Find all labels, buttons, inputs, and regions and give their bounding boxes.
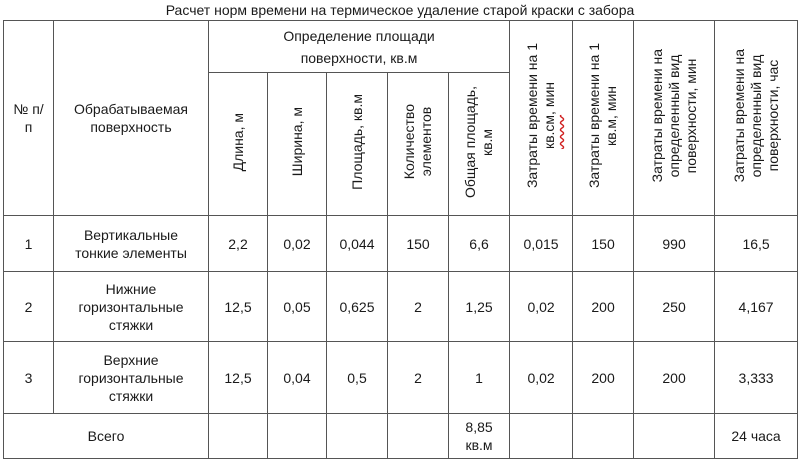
- cell-time-min: 200: [634, 342, 715, 414]
- header-total-area: [449, 73, 510, 216]
- header-area: [327, 73, 388, 216]
- header-time-type-hr-label: [731, 49, 782, 182]
- header-width: [268, 73, 327, 216]
- header-count: [388, 73, 449, 216]
- cell-surface-line3: стяжки: [108, 387, 154, 404]
- cell-width: 0,05: [268, 272, 327, 342]
- cell-surface-line3: стяжки: [108, 316, 154, 333]
- cell-empty: [573, 414, 634, 459]
- cell-num: 2: [4, 272, 54, 342]
- header-time-sqm-line1: Затраты времени на 1: [586, 43, 603, 189]
- header-total-area-line2: кв.м: [479, 128, 496, 156]
- header-time-sqcm: [510, 21, 573, 216]
- header-surface: [54, 21, 209, 216]
- header-time-type-min: [634, 21, 715, 216]
- header-area-label: Площадь, кв.м: [348, 94, 365, 190]
- header-area-group-label: Определение площади поверхности, кв.м: [283, 27, 435, 66]
- cell-surface-line2: горизонтальные: [78, 298, 184, 315]
- header-time-sqcm-line1: Затраты времени на 1: [524, 43, 541, 189]
- cell-width: 0,02: [268, 216, 327, 272]
- cell-length: 12,5: [209, 272, 268, 342]
- cell-time-sqcm: 0,02: [510, 272, 573, 342]
- cell-surface-line1: Вертикальные: [83, 226, 179, 243]
- header-time-sqcm-rest: , мин: [541, 82, 558, 116]
- cell-surface: [54, 342, 209, 414]
- cell-area: 0,044: [327, 216, 388, 272]
- cell-total-area: 6,6: [449, 216, 510, 272]
- table-row: [4, 272, 798, 342]
- header-count-line1: Количество: [401, 104, 417, 180]
- header-time-sqcm-unit: кв.см: [541, 115, 558, 150]
- cell-empty: [634, 414, 715, 459]
- cell-total-area: 1: [449, 342, 510, 414]
- cell-surface-line2: тонкие элементы: [75, 244, 187, 261]
- cell-num: 3: [4, 342, 54, 414]
- cell-surface-line1: Верхние: [103, 351, 159, 368]
- cell-surface-line2: горизонтальные: [78, 369, 184, 386]
- cell-empty: [268, 414, 327, 459]
- header-time-type-min-line3: поверхности, мин: [682, 58, 699, 174]
- header-num-label: № п/п: [13, 101, 44, 135]
- cell-surface: [54, 216, 209, 272]
- table-row: [4, 342, 798, 414]
- table-row: [4, 216, 798, 272]
- total-hours: 24 часа: [715, 414, 798, 459]
- header-length-label: Длина, м: [229, 112, 246, 172]
- total-row: [4, 414, 798, 459]
- cell-num: 1: [4, 216, 54, 272]
- cell-surface: [54, 272, 209, 342]
- cell-surface-line1: Нижние: [105, 280, 157, 297]
- total-area: [449, 414, 510, 459]
- cell-time-sqm: 150: [573, 216, 634, 272]
- cell-length: 2,2: [209, 216, 268, 272]
- cell-time-hr: 16,5: [715, 216, 798, 272]
- header-surface-label: Обрабатываемая поверхность: [74, 101, 188, 135]
- header-time-sqm: [573, 21, 634, 216]
- header-length: [209, 73, 268, 216]
- header-total-area-label: [462, 86, 496, 198]
- cell-width: 0,04: [268, 342, 327, 414]
- cell-empty: [510, 414, 573, 459]
- total-area-value: 8,85: [465, 419, 493, 435]
- cell-time-min: 990: [634, 216, 715, 272]
- cell-count: 2: [388, 272, 449, 342]
- cell-time-min: 250: [634, 272, 715, 342]
- header-time-sqcm-label: [524, 43, 558, 188]
- cell-total-area: 1,25: [449, 272, 510, 342]
- header-time-type-hr: [715, 21, 798, 216]
- cell-time-hr: 4,167: [715, 272, 798, 342]
- header-count-line2: элементов: [418, 107, 434, 177]
- header-time-type-min-label: [649, 49, 700, 182]
- header-total-area-line1: Общая площадь,: [462, 85, 479, 199]
- cell-time-sqcm: 0,02: [510, 342, 573, 414]
- cell-time-sqm: 200: [573, 272, 634, 342]
- header-time-type-hr-line2: определенный вид: [747, 54, 764, 178]
- cell-count: 150: [388, 216, 449, 272]
- header-count-label: [401, 104, 435, 179]
- cell-empty: [327, 414, 388, 459]
- header-time-type-min-line1: Затраты времени на: [648, 49, 665, 183]
- cell-time-sqm: 200: [573, 342, 634, 414]
- header-width-label: Ширина, м: [288, 107, 305, 177]
- header-time-sqm-label: [586, 43, 620, 188]
- cell-time-hr: 3,333: [715, 342, 798, 414]
- header-row-1: [4, 21, 798, 73]
- header-time-type-hr-line1: Затраты времени на: [730, 49, 747, 183]
- total-label: Всего: [4, 414, 209, 459]
- total-area-unit: кв.м: [465, 437, 493, 453]
- cell-length: 12,5: [209, 342, 268, 414]
- cell-area: 0,625: [327, 272, 388, 342]
- cell-time-sqcm: 0,015: [510, 216, 573, 272]
- norms-table: [3, 20, 798, 459]
- header-time-sqm-line2: кв.м, мин: [603, 85, 620, 147]
- header-time-type-hr-line3: поверхности, час: [764, 60, 781, 172]
- cell-count: 2: [388, 342, 449, 414]
- cell-empty: [209, 414, 268, 459]
- page-title: Расчет норм времени на термическое удаление старой краски с забора: [165, 2, 635, 18]
- cell-empty: [388, 414, 449, 459]
- header-area-group: [209, 21, 510, 73]
- header-time-type-min-line2: определенный вид: [665, 54, 682, 178]
- cell-area: 0,5: [327, 342, 388, 414]
- header-num: [4, 21, 54, 216]
